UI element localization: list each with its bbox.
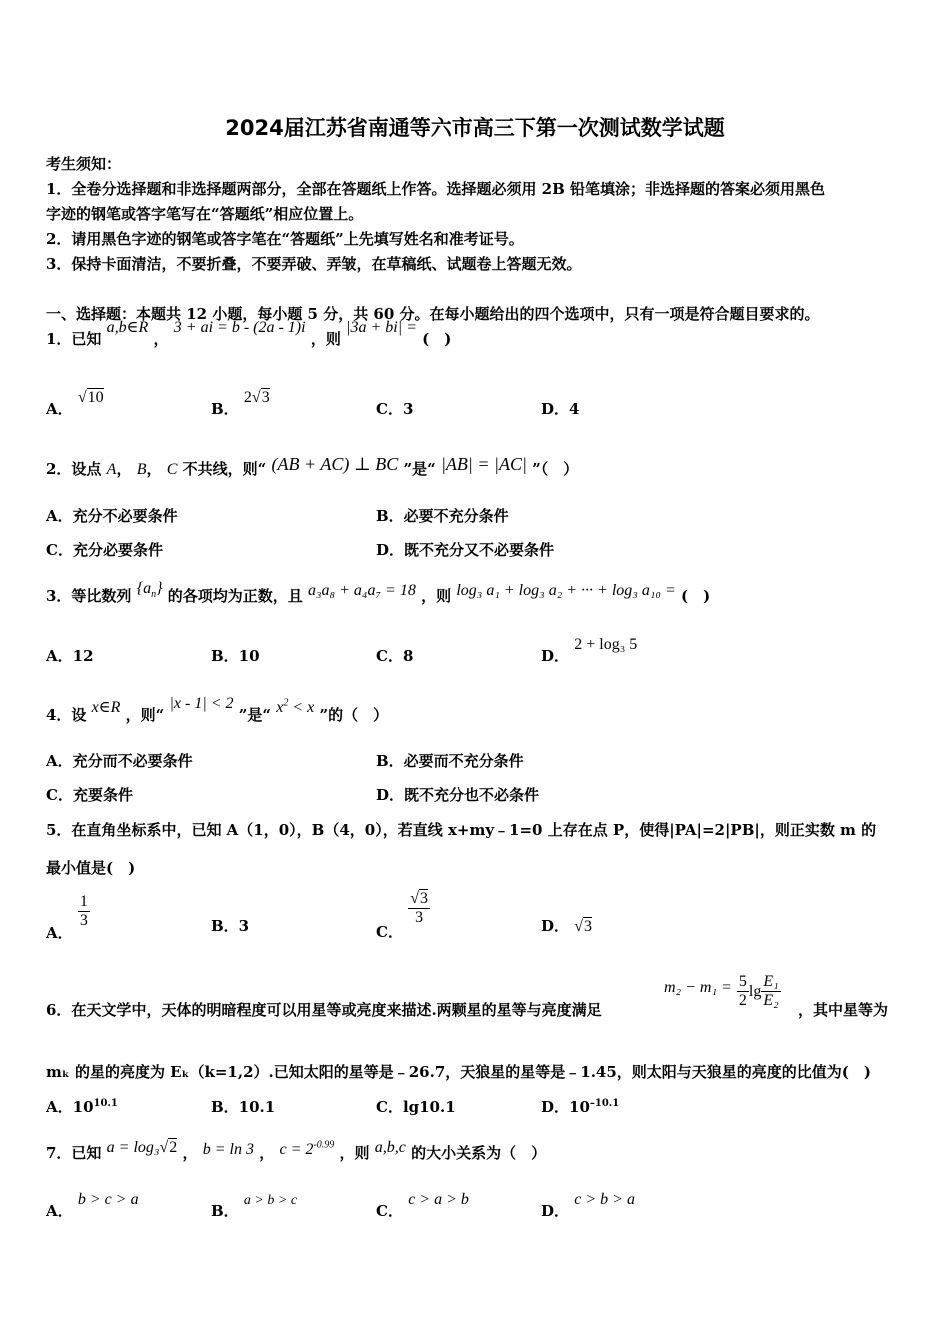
q6-option-a-exp: 10.1 bbox=[93, 1098, 118, 1109]
q2-comma-2: ， bbox=[146, 460, 162, 478]
q6-energy-fraction bbox=[761, 973, 780, 1010]
q7-text-1: ，则 bbox=[339, 1144, 370, 1162]
q6-e-den: E₂ bbox=[763, 992, 779, 1009]
q6-option-a-base: A．10 bbox=[46, 1098, 94, 1116]
q6-option-d-base: D．10 bbox=[541, 1098, 590, 1116]
q2-text-2: ”是“ bbox=[403, 460, 436, 478]
q7-option-d bbox=[541, 1191, 635, 1221]
q7-option-a-label: A． bbox=[46, 1202, 73, 1220]
q1-target: |3a + bi| = bbox=[346, 319, 417, 336]
q7-a-text: a = log₃ bbox=[106, 1139, 160, 1156]
q4-condition-1: |x - 1| < 2 bbox=[169, 695, 234, 712]
q4-option-b: B．必要而不充分条件 bbox=[376, 752, 524, 770]
q2-point-a: A bbox=[106, 461, 117, 478]
notice-line-1b: 字迹的钢笔或答字笔写在“答题纸”相应位置上。 bbox=[46, 205, 364, 223]
q1-answer-paren: ( ) bbox=[422, 330, 452, 348]
q3-option-a: A．12 bbox=[46, 647, 94, 665]
q2-text-3: ”（ ） bbox=[532, 460, 579, 478]
q4-option-a: A．充分而不必要条件 bbox=[46, 752, 193, 770]
notice-line-3: 3．保持卡面清洁，不要折叠，不要弄破、弄皱，在草稿纸、试题卷上答题无效。 bbox=[46, 255, 582, 273]
q1-then: ，则 bbox=[310, 330, 341, 348]
q3-answer-paren: ( ) bbox=[681, 587, 711, 605]
q5-option-c-fraction: $\frac{√3}{3}$ bbox=[410, 890, 428, 926]
q7-option-d-label: D． bbox=[541, 1202, 570, 1220]
q3-option-d-label: D． bbox=[541, 647, 570, 665]
q5-option-d: D． √3 bbox=[541, 917, 593, 935]
q2-option-b: B．必要不充分条件 bbox=[376, 507, 509, 525]
q7-option-c bbox=[376, 1191, 469, 1221]
q1-condition-real: a,b∈R bbox=[106, 319, 149, 336]
q7-option-b bbox=[211, 1193, 298, 1221]
q3-option-d-value: 2 + log₃ 5 bbox=[574, 636, 638, 653]
q4-condition-2 bbox=[276, 699, 314, 716]
q6-option-a bbox=[46, 1096, 118, 1117]
q1-option-c: C．3 bbox=[376, 400, 414, 418]
q4-condition-real: x∈R bbox=[91, 699, 121, 716]
q5-option-d-rad: 3 bbox=[584, 918, 593, 935]
q4-number: 4．设 bbox=[46, 706, 87, 724]
q7-number: 7．已知 bbox=[46, 1144, 102, 1162]
q2-point-c: C bbox=[166, 461, 178, 478]
q5-option-a-label: A． bbox=[46, 923, 73, 942]
q4-option-d: D．既不充分也不必条件 bbox=[376, 786, 540, 804]
q3-text-2: ，则 bbox=[421, 587, 452, 605]
q5-option-c bbox=[376, 890, 430, 941]
q3-option-c: C．8 bbox=[376, 647, 414, 665]
q7-option-c-label: C． bbox=[376, 1202, 403, 1220]
q5-option-a bbox=[46, 893, 90, 942]
q7-option-b-label: B． bbox=[211, 1202, 239, 1220]
q6-option-c: C．lg10.1 bbox=[376, 1098, 456, 1116]
q5-option-c-den: 3 bbox=[415, 909, 424, 926]
q2-option-c: C．充分必要条件 bbox=[46, 541, 163, 559]
notice-line-1a: 1．全卷分选择题和非选择题两部分，全部在答题纸上作答。选择题必须用 2B 铅笔填涂；非选择题的答案必须用黑色 bbox=[46, 180, 826, 198]
q5-option-a-fraction bbox=[78, 893, 90, 930]
page-title: 2024届江苏省南通等六市高三下第一次测试数学试题 bbox=[225, 116, 725, 140]
notice-line-2: 2．请用黑色字迹的钢笔或答字笔在“答题纸”上先填写姓名和准考证号。 bbox=[46, 230, 524, 248]
q2-condition-2: |AB| = |AC| bbox=[440, 454, 527, 474]
q1-option-b-label: B． bbox=[211, 400, 239, 418]
q3-condition: a₃a₈ + a₄a₇ = 18 bbox=[307, 582, 416, 599]
q7-sep-1: ， bbox=[182, 1144, 198, 1162]
q7-option-d-value: c > b > a bbox=[574, 1191, 635, 1208]
q6-frac-num: 5 bbox=[738, 973, 747, 990]
q6-option-d-exp: –10.1 bbox=[589, 1098, 620, 1109]
q5-option-d-label: D． bbox=[541, 917, 570, 935]
q1-option-a-value: 10 bbox=[87, 389, 104, 406]
q4-text-3: ”的（ ） bbox=[319, 706, 389, 724]
q2-number: 2．设点 bbox=[46, 460, 102, 478]
q4-option-c: C．充要条件 bbox=[46, 786, 133, 804]
q1-option-a: A． √10 bbox=[46, 389, 104, 418]
q7-c-text: c = 2 bbox=[279, 1141, 314, 1158]
q1-sep: ， bbox=[153, 330, 169, 348]
q1-option-b-rad: 3 bbox=[261, 389, 270, 406]
q3-seq-end: } bbox=[156, 580, 163, 597]
q6-e-num: E₁ bbox=[763, 973, 779, 990]
q6-frac-den: 2 bbox=[738, 992, 747, 1009]
q4-c2-exp: 2 bbox=[283, 697, 289, 709]
question-3 bbox=[46, 580, 711, 608]
q7-c-def bbox=[279, 1141, 334, 1158]
q4-c2-rest: < x bbox=[288, 699, 315, 716]
q7-option-a-value: b > c > a bbox=[77, 1191, 139, 1208]
q3-option-d bbox=[541, 636, 638, 666]
q5-option-a-num: 1 bbox=[79, 893, 88, 910]
question-6-line-2: mₖ 的星的亮度为 Eₖ（k=1,2）.已知太阳的星等是﹣26.7，天狼星的星等是﹣1.45，则太阳与天狼星的亮度的比值为( ) bbox=[46, 1063, 871, 1081]
q1-number: 1．已知 bbox=[46, 330, 102, 348]
q2-option-a: A．充分不必要条件 bbox=[46, 507, 178, 525]
q7-a-def: a = log₃√2 bbox=[106, 1139, 178, 1156]
q1-option-b: B． 2√3 bbox=[211, 389, 270, 418]
q5-option-a-den: 3 bbox=[79, 912, 88, 929]
question-6-line-1b: ，其中星等为 bbox=[798, 1001, 889, 1019]
q7-option-a bbox=[46, 1191, 139, 1221]
q5-option-c-rad: 3 bbox=[419, 890, 428, 907]
section-heading: 一、选择题：本题共 12 小题，每小题 5 分，共 60 分。在每小题给出的四个选项中，只有一项是符合题目要求的。 bbox=[46, 305, 820, 323]
q6-formula bbox=[664, 973, 781, 1010]
question-5-line-2: 最小值是( ) bbox=[46, 859, 136, 877]
question-1 bbox=[46, 319, 452, 349]
q1-option-b-coef: 2 bbox=[243, 389, 252, 406]
q2-option-d: D．既不充分又不必要条件 bbox=[376, 541, 555, 559]
q3-option-b: B．10 bbox=[211, 647, 260, 665]
q6-formula-lhs: m₂ − m₁ = bbox=[664, 979, 732, 996]
q6-fraction bbox=[737, 973, 749, 1010]
q7-a-rad: 2 bbox=[169, 1139, 178, 1156]
q7-option-c-value: c > a > b bbox=[408, 1191, 469, 1208]
q7-b-def: b = ln 3 bbox=[202, 1141, 254, 1158]
q7-text-2: 的大小关系为（ ） bbox=[411, 1144, 547, 1162]
q3-number: 3．等比数列 bbox=[46, 587, 132, 605]
q6-lg: lg bbox=[748, 983, 762, 1000]
q2-comma-1: ， bbox=[116, 460, 132, 478]
q4-text-2: ”是“ bbox=[238, 706, 272, 724]
question-6-line-1a: 6．在天文学中，天体的明暗程度可以用星等或亮度来描述.两颗星的星等与亮度满足 bbox=[46, 1001, 602, 1019]
q2-condition-1: (AB + AC) ⊥ BC bbox=[271, 454, 399, 474]
q4-c2-base: x bbox=[276, 699, 284, 716]
q7-c-exp: -0.99 bbox=[313, 1139, 335, 1151]
notice-heading: 考生须知： bbox=[46, 155, 122, 173]
q3-text-1: 的各项均为正数，且 bbox=[167, 587, 303, 605]
q1-option-d: D．4 bbox=[541, 400, 580, 418]
question-7 bbox=[46, 1139, 547, 1163]
q2-point-b: B bbox=[136, 461, 147, 478]
q7-vars: a,b,c bbox=[374, 1139, 406, 1156]
question-4 bbox=[46, 695, 389, 725]
question-2 bbox=[46, 454, 579, 479]
q3-sequence bbox=[136, 580, 163, 601]
q3-expression: log₃ a₁ + log₃ a₂ + ··· + log₃ a₁₀ = bbox=[456, 582, 676, 599]
q7-option-b-value: a > b > c bbox=[243, 1193, 298, 1208]
q4-text-1: ，则“ bbox=[125, 706, 165, 724]
q6-option-b: B．10.1 bbox=[211, 1098, 276, 1116]
q7-sep-2: ， bbox=[259, 1144, 275, 1162]
question-5-line-1: 5．在直角坐标系中，已知 A（1，0），B（4，0），若直线 x+my﹣1=0 上存在点 P，使得|PA|=2|PB|，则正实数 m 的 bbox=[46, 821, 877, 839]
q1-option-a-label: A． bbox=[46, 400, 73, 418]
q1-equation: 3 + ai = b - (2a - 1)i bbox=[173, 319, 306, 336]
q5-option-b: B．3 bbox=[211, 917, 250, 935]
q2-text-1: 不共线，则“ bbox=[182, 460, 267, 478]
q5-option-c-label: C． bbox=[376, 922, 403, 941]
q3-seq-a: {a bbox=[136, 580, 152, 597]
q3-seq-sub: n bbox=[151, 589, 157, 601]
q6-option-d bbox=[541, 1096, 619, 1117]
